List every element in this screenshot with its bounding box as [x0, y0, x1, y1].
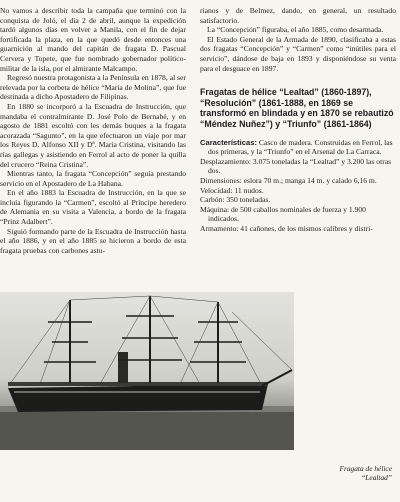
- frigate-illustration: [0, 292, 294, 450]
- spec-text: Casco de madera. Construidas en Ferrol, las dos primeras, y la “Triunfo” en el Arsenal de La Carraca.: [208, 137, 393, 157]
- left-text-column: [0, 6, 186, 255]
- paragraph: La “Concepción” figuraba, el año 1885, como desarmada.: [207, 25, 384, 35]
- paragraph: rianos y de Belmez, dando, en general, un resultado satisfactorio.: [200, 6, 396, 25]
- spec-item: Máquina: de 500 caballos nominales de fuerza y 1.900 indicados.: [200, 204, 366, 224]
- spec-label: Características:: [200, 137, 257, 147]
- paragraph: Mientras tanto, la fragata “Concepción” seguía prestando servicio en el Apostadero de La Habana.: [0, 169, 186, 188]
- spec-item: Velocidad: 11 nudos.: [200, 185, 264, 195]
- paragraph: El Estado General de la Armada de 1890, clasificaba a estas dos fragatas “Concepción” y “Carmen” como “inútiles para el servicio”, dándose de baja en 1893 y disponiéndose su venta para el desguace en 1897.: [200, 34, 396, 73]
- spec-item: [200, 138, 396, 157]
- paragraph: En el año 1883 la Escuadra de Instrucción, en la que se incluía figurando la “Carmen”, escoltó al Príncipe heredero de Alemania en su visita a Valencia, a bordo de la fragata “Prinz Adalbert”.: [0, 188, 186, 227]
- section-heading: Fragatas de hélice “Lealtad” (1860-1897), “Resolución” (1861-1888, en 1869 se transformó en blindada y en 1870 se rebautizó “Méndez Nuñez”) y “Triunfo” (1861-1864): [200, 87, 394, 129]
- right-text-column: [200, 6, 396, 233]
- paragraph: No vamos a describir toda la campaña que terminó con la conquista de Joló, el día 2 de abril, aunque la expedición tardó algunos días en volver a Manila, con el fin de dejar fortificada la plaza, en la que quedó desde entonces una guarnición al mando del capitán de fragata D. Pascual Cervera y Topete, que fue nombrado gobernador político-militar de la isla, por el almirante Malcampo.: [0, 6, 186, 73]
- caption-line: Fragata de hélice: [339, 464, 392, 473]
- paragraph: Siguió formando parte de la Escuadra de Instrucción hasta el año 1886, y en el año 1885 se hicieron a bordo de esta fragata pruebas con carbones astu-: [0, 226, 186, 255]
- caption-line: “Lealtad”: [361, 473, 392, 483]
- spec-item: Carbón: 350 toneladas.: [200, 195, 271, 205]
- specifications-list: [200, 138, 396, 234]
- photo-caption: [300, 464, 392, 482]
- paragraph: En 1880 se incorporó a la Escuadra de Instrucción, que mandaba el contralmirante D. José Polo de Bernabé, y en agosto de 1881 escoltó con les demás buques a la fragata acorazada “Sagunto”, en la que efectuaron un viaje por mar los Reyes D. Alfonso XII y Dª. María Cristina, visitando las rías gallegas y asistiendo en Ferrol al acto de poner la quilla del crucero “Reina Cristina”.: [0, 101, 186, 169]
- frigate-photo: [0, 292, 294, 450]
- spec-item: Armamento: 41 cañones, de los mismos calibres y distri-: [200, 223, 373, 233]
- spec-item: Desplazamiento: 3.075 toneladas la “Lealtad” y 3.200 las otras dos.: [200, 156, 392, 176]
- spec-item: Dimensiones: eslora 70 m.; manga 14 m. y calado 6,16 m.: [200, 175, 377, 185]
- paragraph: Regresó nuestra protagonista a la Península en 1878, al ser relevada por la corbeta de hélice “María de Molina”, que fue destinada a dicho Apostadero de Filipinas.: [0, 73, 186, 102]
